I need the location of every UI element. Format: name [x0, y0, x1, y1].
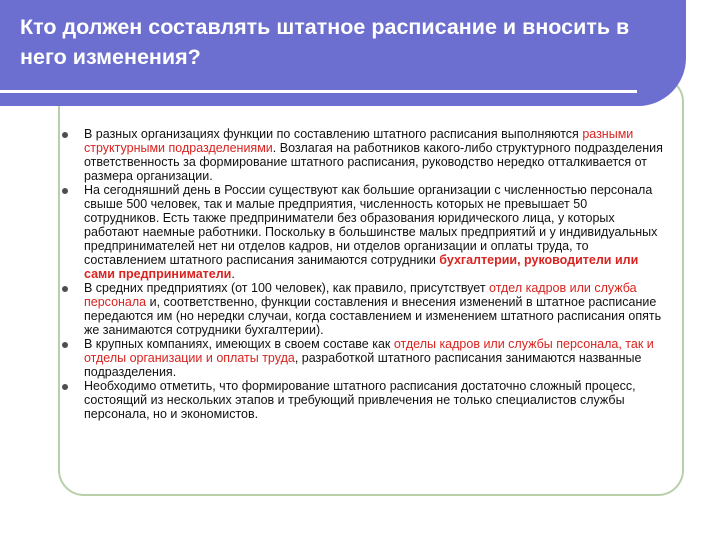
bullet-text-segment: В средних предприятиях (от 100 человек), как правило, присутствует: [84, 281, 490, 295]
bullet-text: [84, 127, 664, 183]
bullet-list: [0, 127, 720, 421]
bullet-dot-icon: [62, 384, 68, 390]
highlighted-phrase: отдел кадров или служба персонала: [84, 281, 637, 309]
bullet-text-segment: .: [231, 267, 235, 281]
bullet-text-segment: Необходимо отметить, что формирование штатного расписания достаточно сложный процесс, состоящий из нескольких этапов и требующий привлечения не только специалистов службы персонала, но и экономистов.: [84, 379, 636, 421]
slide-content: [0, 127, 720, 421]
bullet-text-segment: На сегодняшний день в России существуют как большие организации с численностью персонала свыше 500 человек, так и малые предприятия, численность которых не превышает 50 сотрудников. Есть также предприниматели без образования юридического лица, у которых работают наемные работники. Поскольку в большинстве малых предприятий и у индивидуальных предпринимателей нет ни отделов кадров, ни отделов организации и оплаты труда, то составлением штатного расписания занимаются сотрудники: [84, 183, 658, 267]
bullet-dot-icon: [62, 342, 68, 348]
bullet-item: [0, 281, 720, 337]
bullet-text: [84, 183, 664, 281]
bullet-dot-icon: [62, 188, 68, 194]
highlighted-phrase: отделы кадров или службы персонала, так и отделы организации и оплаты труда: [84, 337, 654, 365]
bullet-item: [0, 379, 720, 421]
bullet-text: [84, 281, 664, 337]
bullet-text-segment: , разработкой штатного расписания занимаются названные подразделения.: [84, 351, 642, 379]
bullet-text: [84, 379, 664, 421]
bullet-text-segment: и, соответственно, функции составления и внесения изменений в штатное расписание передаются им (но нередки случаи, когда составлением и изменением штатного расписания опять же занимаются сотрудники бухгалтерии).: [84, 295, 662, 337]
bullet-item: [0, 337, 720, 379]
bullet-item: [0, 127, 720, 183]
bullet-item: [0, 183, 720, 281]
bullet-text-segment: . Возлагая на работников какого-либо структурного подразделения ответственность за формирование штатного расписания, руководство нередко отталкивается от размера организации.: [84, 141, 663, 183]
bullet-text-segment: В разных организациях функции по составлению штатного расписания выполняются: [84, 127, 583, 141]
bullet-text: [84, 337, 664, 379]
slide-title: Кто должен составлять штатное расписание и вносить в него изменения?: [20, 15, 630, 69]
bullet-dot-icon: [62, 132, 68, 138]
highlighted-phrase: бухгалтерии, руководители или сами предприниматели: [84, 253, 639, 281]
bullet-text-segment: В крупных компаниях, имеющих в своем составе как: [84, 337, 394, 351]
title-banner: [0, 0, 686, 106]
highlighted-phrase: разными структурными подразделениями: [84, 127, 634, 155]
title-divider: [0, 90, 637, 93]
bullet-dot-icon: [62, 286, 68, 292]
